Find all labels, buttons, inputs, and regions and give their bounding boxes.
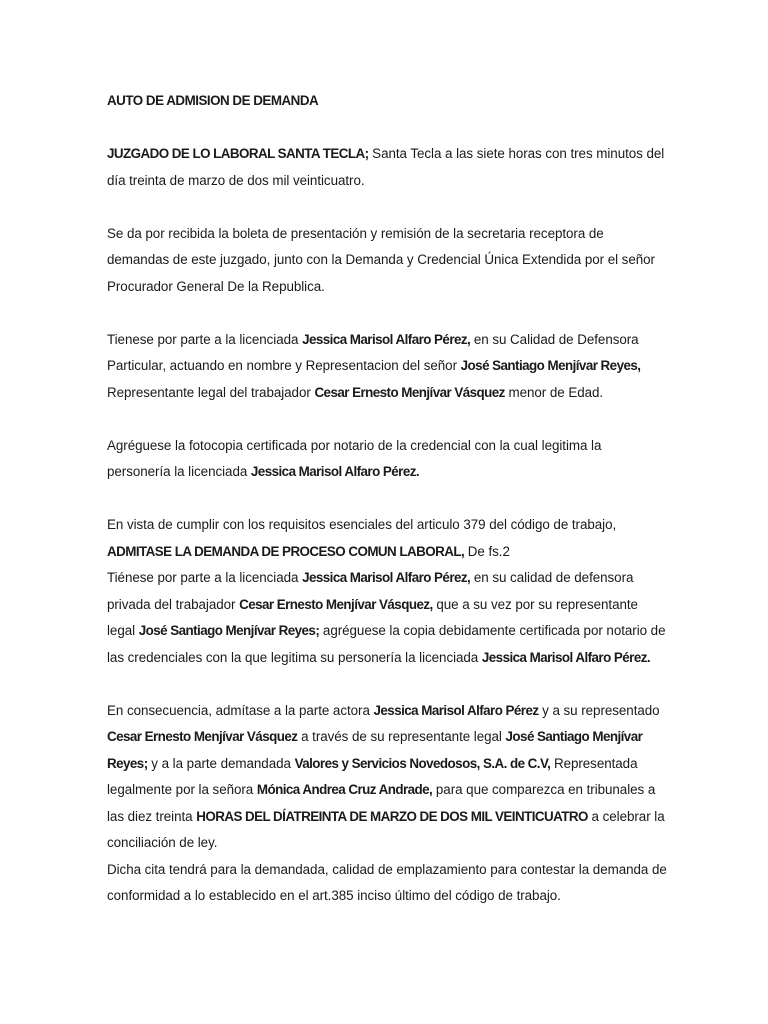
text-segment: en su Calidad de Defensora Particular, actuando en nombre y Representacion del señor — [107, 331, 639, 373]
paragraph-court-heading — [107, 141, 667, 194]
representative-name: José Santiago Menjívar Reyes; — [107, 729, 643, 771]
text-segment: y a su representado — [538, 702, 660, 718]
document-page — [107, 88, 667, 936]
text-segment: De fs.2 — [464, 543, 510, 559]
text-segment: a celebrar la conciliación de ley. — [107, 808, 665, 850]
text-segment: Representante legal del trabajador — [107, 384, 315, 400]
paragraph-summons-effect — [107, 857, 667, 910]
text-segment: Dicha cita tendrá para la demandada, calidad de emplazamiento para contestar la demanda de conformidad a lo establecido en el art.385 inciso último del código de trabajo. — [107, 861, 667, 903]
text-segment: para que comparezca en tribunales a las diez treinta — [107, 782, 656, 824]
court-name: JUZGADO DE LO LABORAL SANTA TECLA; — [107, 146, 369, 161]
worker-name: Cesar Ernesto Menjívar Vásquez — [314, 384, 505, 400]
text-segment: Tiénese por parte a la licenciada — [107, 570, 303, 585]
paragraph-party-designation — [107, 327, 667, 407]
lawyer-name: Jessica Marisol Alfaro Pérez. — [481, 649, 651, 665]
text-segment: a través de su representante legal — [297, 729, 506, 744]
document-title: AUTO DE ADMISION DE DEMANDA — [107, 93, 319, 108]
text-segment: En vista de cumplir con los requisitos esenciales del articulo 379 del código de trabajo, — [107, 517, 617, 532]
text-segment: Tienese por parte a la licenciada — [107, 331, 303, 347]
lawyer-name: Jessica Marisol Alfaro Pérez — [373, 702, 539, 718]
text-segment: Representada legalmente por la señora — [107, 755, 638, 797]
text-segment: en su calidad de defensora privada del trabajador — [107, 570, 634, 612]
text-segment: En consecuencia, admítase a la parte actora — [107, 702, 374, 718]
text-segment: agréguese la copia debidamente certificada por notario de las credenciales con la que legitima su personería la licenciada — [107, 623, 666, 665]
text-segment: Agréguese la fotocopia certificada por notario de la credencial con la cual legitima la personería la licenciada — [107, 437, 602, 479]
representative-name: José Santiago Menjívar Reyes; — [138, 623, 320, 638]
court-date-text: Santa Tecla a las siete horas con tres minutos del día treinta de marzo de dos mil veinticuatro. — [107, 146, 665, 188]
lawyer-name: Jessica Marisol Alfaro Pérez, — [302, 570, 471, 585]
hearing-date: HORAS DEL DÍATREINTA DE MARZO DE DOS MIL VEINTICUATRO — [196, 808, 588, 824]
paragraph-summons — [107, 698, 667, 857]
representative-name: José Santiago Menjívar Reyes, — [460, 358, 641, 373]
paragraph-admission — [107, 512, 667, 565]
lawyer-name: Jessica Marisol Alfaro Pérez, — [302, 331, 471, 347]
worker-name: Cesar Ernesto Menjívar Vásquez — [107, 729, 298, 744]
paragraph-representation — [107, 565, 667, 671]
paragraph-receipt — [107, 221, 667, 301]
text-segment: y a la parte demandada — [147, 755, 295, 771]
receipt-text: Se da por recibida la boleta de presentación y remisión de la secretaria receptora de demandas de este juzgado, junto con la Demanda y Credencial Única Extendida por el señor Procurador General De la Republica. — [107, 225, 655, 294]
text-segment: menor de Edad. — [504, 384, 604, 400]
paragraph-credential — [107, 433, 667, 486]
worker-name: Cesar Ernesto Menjívar Vásquez, — [239, 596, 433, 612]
lawyer-name: Jessica Marisol Alfaro Pérez. — [250, 464, 420, 479]
defendant-name: Valores y Servicios Novedosos, S.A. de C.V, — [294, 755, 551, 771]
text-segment: que a su vez por su representante legal — [107, 596, 638, 638]
admission-statement: ADMITASE LA DEMANDA DE PROCESO COMUN LABORAL, — [107, 543, 465, 559]
defendant-representative-name: Mónica Andrea Cruz Andrade, — [256, 782, 433, 797]
